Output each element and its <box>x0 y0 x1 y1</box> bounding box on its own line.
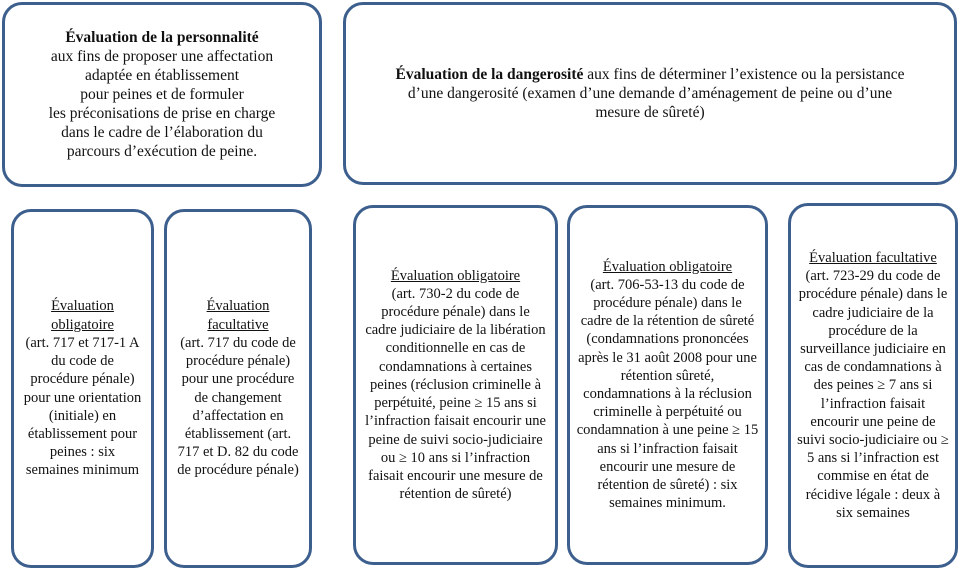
dangerousness-title: Évaluation de la dangerosité <box>395 66 584 83</box>
dangerousness-evaluation-box <box>343 2 957 185</box>
personality-line-1: aux fins de proposer une affectation <box>50 48 274 65</box>
optional-surveillance-box <box>788 203 958 568</box>
mandatory-orientation-box <box>11 209 154 568</box>
personality-line-6: parcours d’exécution de peine. <box>66 143 258 160</box>
personality-line-5: dans le cadre de l’élaboration du <box>61 124 263 141</box>
personality-line-4: les préconisations de prise en charge <box>48 105 276 122</box>
personality-evaluation-box <box>2 2 322 187</box>
mandatory-parole-box <box>353 205 558 565</box>
personality-line-2: adaptée en établissement <box>84 67 240 84</box>
mandatory-orientation-text: (art. 717 et 717-1 A du code de procédure pénale) pour une orientation (initiale) en établissement pour peines : six semaines minimum <box>23 334 142 479</box>
optional-assignment-box <box>164 209 312 568</box>
mandatory-detention-heading: Évaluation obligatoire <box>602 258 733 275</box>
optional-assignment-text: (art. 717 du code de procédure pénale) pour une procédure de changement d’affectation en établissement (art. 717 et D. 82 du code de procédure pénale) <box>177 334 299 479</box>
optional-surveillance-text: (art. 723-29 du code de procédure pénale) dans le cadre judiciaire de la procédure de la surveillance judiciaire en cas de condamnations à des peines ≥ 7 ans si l’infraction faisait encourir une peine de suivi socio-judiciaire ou ≥ 5 ans si l’infraction est commise en état de récidive légale : deux à six semaines <box>797 268 949 521</box>
dangerousness-paragraph <box>386 65 914 122</box>
personality-line-3: pour peines et de formuler <box>80 86 244 103</box>
mandatory-parole-text: (art. 730-2 du code de procédure pénale) dans le cadre judiciaire de la libération conditionnelle en cas de condamnations à certaines peines (réclusion criminelle à perpétuité, peine ≥ 15 ans si l’infraction faisait encourir une peine de suivi socio-judiciaire ou ≥ 10 ans si l’infraction faisait encourir une mesure de rétention de sûreté) <box>365 285 546 503</box>
personality-evaluation-title: Évaluation de la personnalité <box>65 29 259 46</box>
mandatory-orientation-heading: Évaluation obligatoire <box>51 298 114 333</box>
mandatory-parole-heading: Évaluation obligatoire <box>390 267 521 284</box>
optional-assignment-heading: Évaluation facultative <box>206 298 270 333</box>
mandatory-detention-text: (art. 706-53-13 du code de procédure pénale) dans le cadre de la rétention de sûreté (condamnations prononcées après le 31 août 2008 pour une rétention sûreté, condamnations à la réclusion criminelle à perpétuité ou condamnation à une peine ≥ 15 ans si l’infraction faisait encourir une mesure de rétention de sûreté) : six semaines minimum. <box>576 276 759 512</box>
optional-surveillance-heading: Évaluation facultative <box>809 249 937 266</box>
mandatory-detention-box <box>567 205 768 565</box>
dangerousness-text: aux fins de déterminer l’existence ou la persistance d’une dangerosité (examen d’une demande d’aménagement de peine ou d’une mesure de sûreté) <box>407 66 905 121</box>
